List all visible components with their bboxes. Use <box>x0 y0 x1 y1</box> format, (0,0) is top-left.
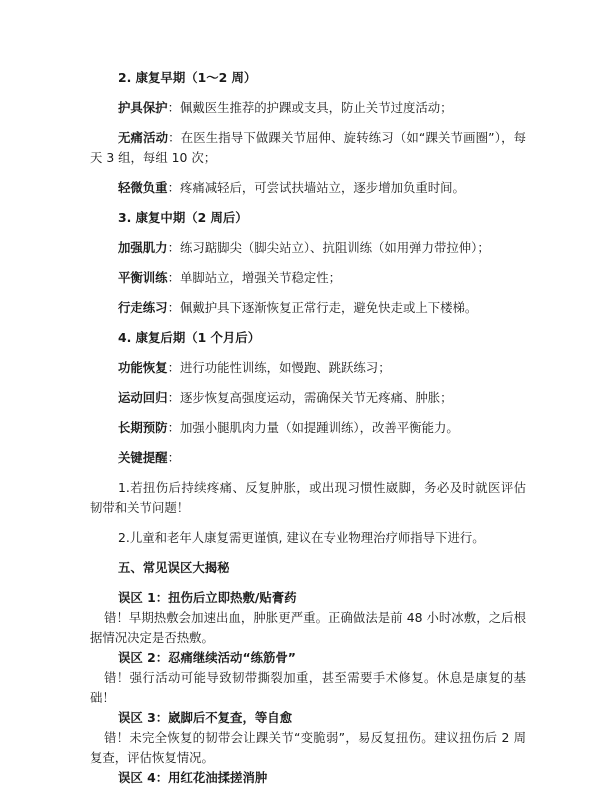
myth-title-4: 误区 4：用红花油揉搓消肿 <box>118 770 268 785</box>
early-item-brace <box>90 98 526 118</box>
myths-heading: 五、常见误区大揭秘 <box>118 560 230 575</box>
item-text: ：单脚站立，增强关节稳定性； <box>167 270 342 285</box>
myth-title-1: 误区 1：扭伤后立即热敷/贴膏药 <box>118 590 297 605</box>
item-text: ：佩戴医生推荐的护踝或支具，防止关节过度活动； <box>167 100 453 115</box>
late-item-function <box>90 358 526 378</box>
tip-item-2: 2.儿童和老年人康复需更谨慎, 建议在专业物理治疗师指导下进行。 <box>118 530 485 545</box>
tips-heading <box>90 448 526 468</box>
tips-colon: ： <box>167 450 180 465</box>
myth-body-1: 错！早期热敷会加速出血，肿胀更严重。正确做法是前 48 小时冰敷，之后根据情况决定是否热敷。 <box>90 610 526 645</box>
item-label: 功能恢复 <box>118 360 168 375</box>
item-label: 行走练习 <box>118 300 168 315</box>
section-heading-late: 4. 康复后期（1 个月后） <box>118 330 261 345</box>
myth-body-2: 错！强行活动可能导致韧带撕裂加重，甚至需要手术修复。休息是康复的基础！ <box>90 670 526 705</box>
myth-list <box>90 588 526 788</box>
late-item-prevention <box>90 418 526 438</box>
item-label: 长期预防 <box>118 420 168 435</box>
item-label: 无痛活动 <box>118 130 169 145</box>
item-text: ：在医生指导下做踝关节屈伸、旋转练习（如“踝关节画圈”），每天 3 组，每组 10 次； <box>90 130 527 165</box>
middle-item-walking <box>90 298 526 318</box>
section-heading-early: 2. 康复早期（1～2 周） <box>118 70 257 85</box>
page-content <box>90 68 526 788</box>
item-label: 平衡训练 <box>118 270 168 285</box>
myth-title-3: 误区 3：崴脚后不复查，等自愈 <box>118 710 293 725</box>
late-item-return <box>90 388 526 408</box>
item-text: ：进行功能性训练，如慢跑、跳跃练习； <box>167 360 391 375</box>
middle-item-strength <box>90 238 526 258</box>
early-item-painless <box>90 128 526 168</box>
tips-label: 关键提醒 <box>118 450 168 465</box>
item-text: ：逐步恢复高强度运动，需确保关节无疼痛、肿胀； <box>167 390 453 405</box>
item-label: 加强肌力 <box>118 240 168 255</box>
middle-item-balance <box>90 268 526 288</box>
section-heading-middle: 3. 康复中期（2 周后） <box>118 210 248 225</box>
item-label: 轻微负重 <box>118 180 168 195</box>
tip-item-1: 1.若扭伤后持续疼痛、反复肿胀，或出现习惯性崴脚，务必及时就医评估韧带和关节问题！ <box>90 480 526 515</box>
item-text: ：练习踮脚尖（脚尖站立）、抗阻训练（如用弹力带拉伸）； <box>167 240 490 255</box>
item-text: ：疼痛减轻后，可尝试扶墙站立，逐步增加负重时间。 <box>167 180 465 195</box>
item-text: ：加强小腿肌肉力量（如提踵训练），改善平衡能力。 <box>167 420 459 435</box>
myth-body-3: 错！未完全恢复的韧带会让踝关节“变脆弱”，易反复扭伤。建议扭伤后 2 周复查，评估恢复情况。 <box>90 730 526 765</box>
early-item-weight <box>90 178 526 198</box>
myth-title-2: 误区 2：忍痛继续活动“练筋骨” <box>118 650 296 665</box>
item-label: 运动回归 <box>118 390 168 405</box>
item-label: 护具保护 <box>118 100 168 115</box>
item-text: ：佩戴护具下逐渐恢复正常行走，避免快走或上下楼梯。 <box>167 300 478 315</box>
